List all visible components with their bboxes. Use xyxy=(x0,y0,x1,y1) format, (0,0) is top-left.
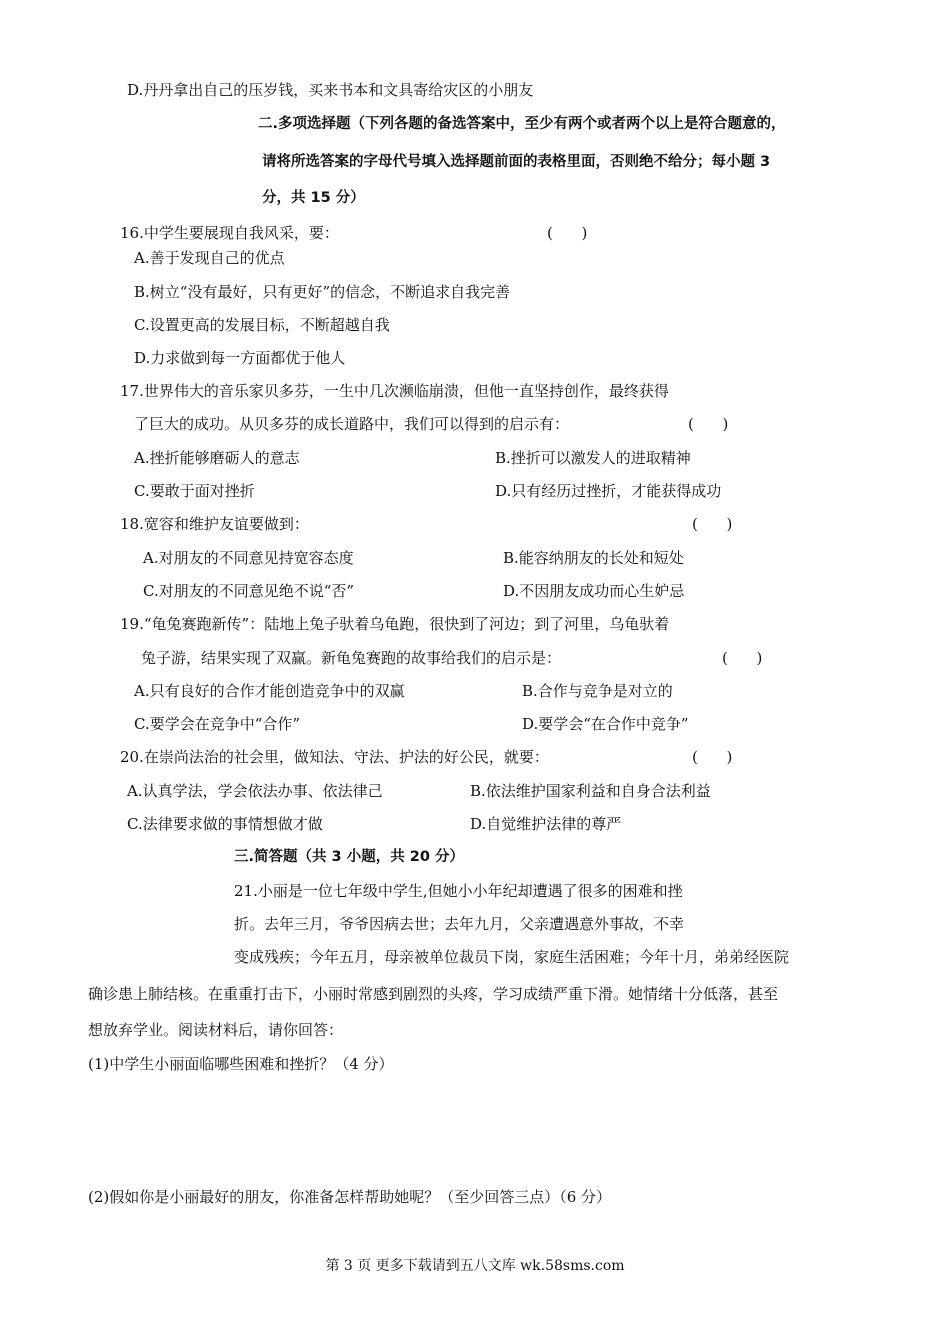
q16-option-b: B.树立“没有最好，只有更好”的信念，不断追求自我完善 xyxy=(134,283,511,301)
q16-option-c: C.设置更高的发展目标，不断超越自我 xyxy=(134,316,390,334)
q16-answer-bracket: ( ) xyxy=(547,224,588,242)
q21-text-line5: 想放弃学业。阅读材料后，请你回答： xyxy=(88,1021,344,1039)
q20-option-b: B.依法维护国家利益和自身合法利益 xyxy=(470,782,711,800)
q16-stem: 16.中学生要展现自我风采，要： xyxy=(120,224,339,242)
section2-heading-line3: 分，共 15 分） xyxy=(262,190,365,206)
q20-option-a: A.认真学法，学会依法办事、依法律己 xyxy=(127,782,383,800)
q18-stem: 18.宽容和维护友谊要做到： xyxy=(120,515,309,533)
q20-answer-bracket: ( ) xyxy=(692,748,733,766)
section2-heading-line2: 请将所选答案的字母代号填入选择题前面的表格里面，否则绝不给分；每小题 3 xyxy=(262,154,771,170)
q17-option-d: D.只有经历过挫折，才能获得成功 xyxy=(495,482,722,500)
q20-stem: 20.在崇尚法治的社会里，做知法、守法、护法的好公民，就要： xyxy=(120,748,549,766)
q21-subquestion-2: (2)假如你是小丽最好的朋友，你准备怎样帮助她呢？（至少回答三点）（6 分） xyxy=(88,1188,612,1206)
section2-heading-line1: 二.多项选择题（下列各题的备选答案中，至少有两个或者两个以上是符合题意的， xyxy=(258,116,786,132)
q19-option-a: A.只有良好的合作才能创造竞争中的双赢 xyxy=(134,682,405,700)
q20-option-c: C.法律要求做的事情想做才做 xyxy=(127,815,323,833)
q17-stem-line1: 17.世界伟大的音乐家贝多芬，一生中几次濒临崩溃，但他一直坚持创作，最终获得 xyxy=(120,382,669,400)
page-footer: 第 3 页 更多下载请到五八文库 wk.58sms.com xyxy=(325,1258,625,1274)
q18-option-c: C.对朋友的不同意见绝不说“否” xyxy=(143,582,355,600)
q18-answer-bracket: ( ) xyxy=(692,515,733,533)
q17-stem-line2: 了巨大的成功。从贝多芬的成长道路中，我们可以得到的启示有： xyxy=(134,415,570,433)
section3-heading: 三.简答题（共 3 小题，共 20 分） xyxy=(234,849,464,865)
q21-subquestion-1: (1)中学生小丽面临哪些困难和挫折？（4 分） xyxy=(88,1055,394,1073)
q19-stem-line2: 兔子游，结果实现了双赢。新龟兔赛跑的故事给我们的启示是： xyxy=(141,649,562,667)
q21-text-line2: 折。去年三月，爷爷因病去世；去年九月，父亲遭遇意外事故，不幸 xyxy=(234,915,685,933)
q16-option-d: D.力求做到每一方面都优于他人 xyxy=(134,349,346,367)
q16-option-a: A.善于发现自己的优点 xyxy=(134,249,285,267)
q17-option-b: B.挫折可以激发人的进取精神 xyxy=(495,449,691,467)
q21-text-line1: 21.小丽是一位七年级中学生,但她小小年纪却遭遇了很多的困难和挫 xyxy=(234,882,683,900)
q17-option-c: C.要敢于面对挫折 xyxy=(134,482,255,500)
q17-answer-bracket: ( ) xyxy=(688,415,729,433)
option-d-top: D.丹丹拿出自己的压岁钱，买来书本和文具寄给灾区的小朋友 xyxy=(127,81,534,99)
q20-option-d: D.自觉维护法律的尊严 xyxy=(470,815,622,833)
q18-option-d: D.不因朋友成功而心生妒忌 xyxy=(503,582,685,600)
q19-answer-bracket: ( ) xyxy=(722,649,763,667)
q19-option-c: C.要学会在竞争中“合作” xyxy=(134,715,301,733)
q21-text-line4: 确诊患上肺结核。在重重打击下，小丽时常感到剧烈的头疼，学习成绩严重下滑。她情绪十分低落，甚至 xyxy=(88,985,779,1003)
q18-option-a: A.对朋友的不同意见持宽容态度 xyxy=(143,549,354,567)
q19-option-b: B.合作与竞争是对立的 xyxy=(522,682,673,700)
q19-stem-line1: 19.“龟兔赛跑新传”：陆地上兔子驮着乌龟跑，很快到了河边；到了河里，乌龟驮着 xyxy=(120,615,670,633)
q21-text-line3: 变成残疾；今年五月，母亲被单位裁员下岗，家庭生活困难；今年十月，弟弟经医院 xyxy=(234,948,790,966)
q19-option-d: D.要学会“在合作中竞争” xyxy=(522,715,689,733)
q17-option-a: A.挫折能够磨砺人的意志 xyxy=(134,449,300,467)
q18-option-b: B.能容纳朋友的长处和短处 xyxy=(503,549,684,567)
